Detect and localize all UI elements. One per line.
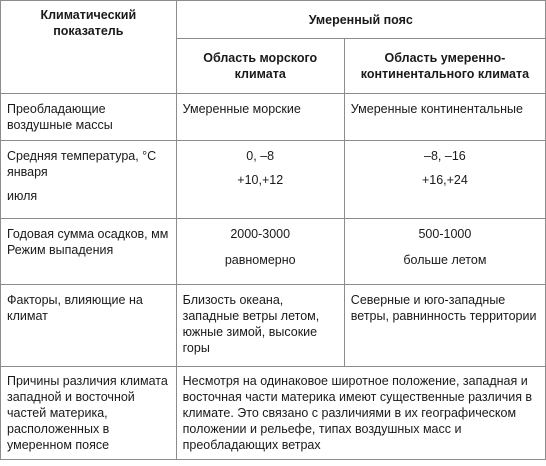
row-temp-label-2: января [7, 165, 48, 179]
header-maritime [176, 39, 344, 94]
row-temp-maritime-jan: 0, –8 [246, 149, 275, 163]
row-factors-maritime [176, 285, 344, 367]
row-reasons-label-text: Причины различия климата западной и восточной частей материка, расположенных в умеренном поясе [7, 374, 168, 452]
row-airmass-maritime-text: Умеренные морские [182, 102, 301, 116]
row-precip-label [1, 219, 177, 285]
row-factors-continental [344, 285, 545, 367]
header-indicator-text: Климатический показатель [40, 8, 137, 38]
row-reasons-label [1, 367, 177, 460]
row-temp-continental [344, 141, 545, 219]
row-precip-continental [344, 219, 545, 285]
row-temp-maritime [176, 141, 344, 219]
row-airmass-label [1, 94, 177, 141]
row-precip-maritime [176, 219, 344, 285]
row-temp-label [1, 141, 177, 219]
row-factors-label-text: Факторы, влияющие на климат [7, 293, 143, 323]
row-precip-maritime-sum: 2000-3000 [230, 227, 291, 241]
row-temp-maritime-jul: +10,+12 [237, 173, 284, 187]
header-zone [176, 1, 545, 39]
row-factors-maritime-text: Близость океана, западные ветры летом, южные зимой, высокие горы [182, 293, 320, 355]
row-factors-continental-text: Северные и юго-западные ветры, равнинность территории [350, 293, 537, 323]
row-temp-continental-jan: –8, –16 [424, 149, 466, 163]
row-temp-continental-jul: +16,+24 [421, 173, 468, 187]
row-airmass-continental [344, 94, 545, 141]
row-airmass-label-text: Преобладающие воздушные массы [7, 102, 113, 132]
header-continental [344, 39, 545, 94]
row-temp-label-3: июля [7, 189, 38, 203]
row-precip-maritime-mode: равномерно [224, 253, 296, 267]
header-indicator [1, 1, 177, 94]
header-zone-text: Умеренный пояс [308, 12, 413, 27]
header-continental-text: Область умеренно-континентального климата [360, 51, 530, 81]
row-precip-continental-sum: 500-1000 [418, 227, 472, 241]
row-precip-label-1: Годовая сумма осадков, мм [7, 227, 169, 241]
header-maritime-text: Область морского климата [203, 51, 318, 81]
row-reasons-answer-text: Несмотря на одинаковое широтное положение, западная и восточная части материка имеют существенные различия в климате. Это связано с различиями в их географическом положении и рельефе, типах воздушных масс и преобладающих ветрах [182, 374, 533, 452]
row-precip-continental-mode: больше летом [403, 253, 487, 267]
row-precip-label-2: Режим выпадения [7, 243, 114, 257]
row-airmass-maritime [176, 94, 344, 141]
row-factors-label [1, 285, 177, 367]
row-temp-label-1: Средняя температура, °С [7, 149, 157, 163]
row-reasons-answer [176, 367, 545, 460]
row-airmass-continental-text: Умеренные континентальные [350, 102, 523, 116]
